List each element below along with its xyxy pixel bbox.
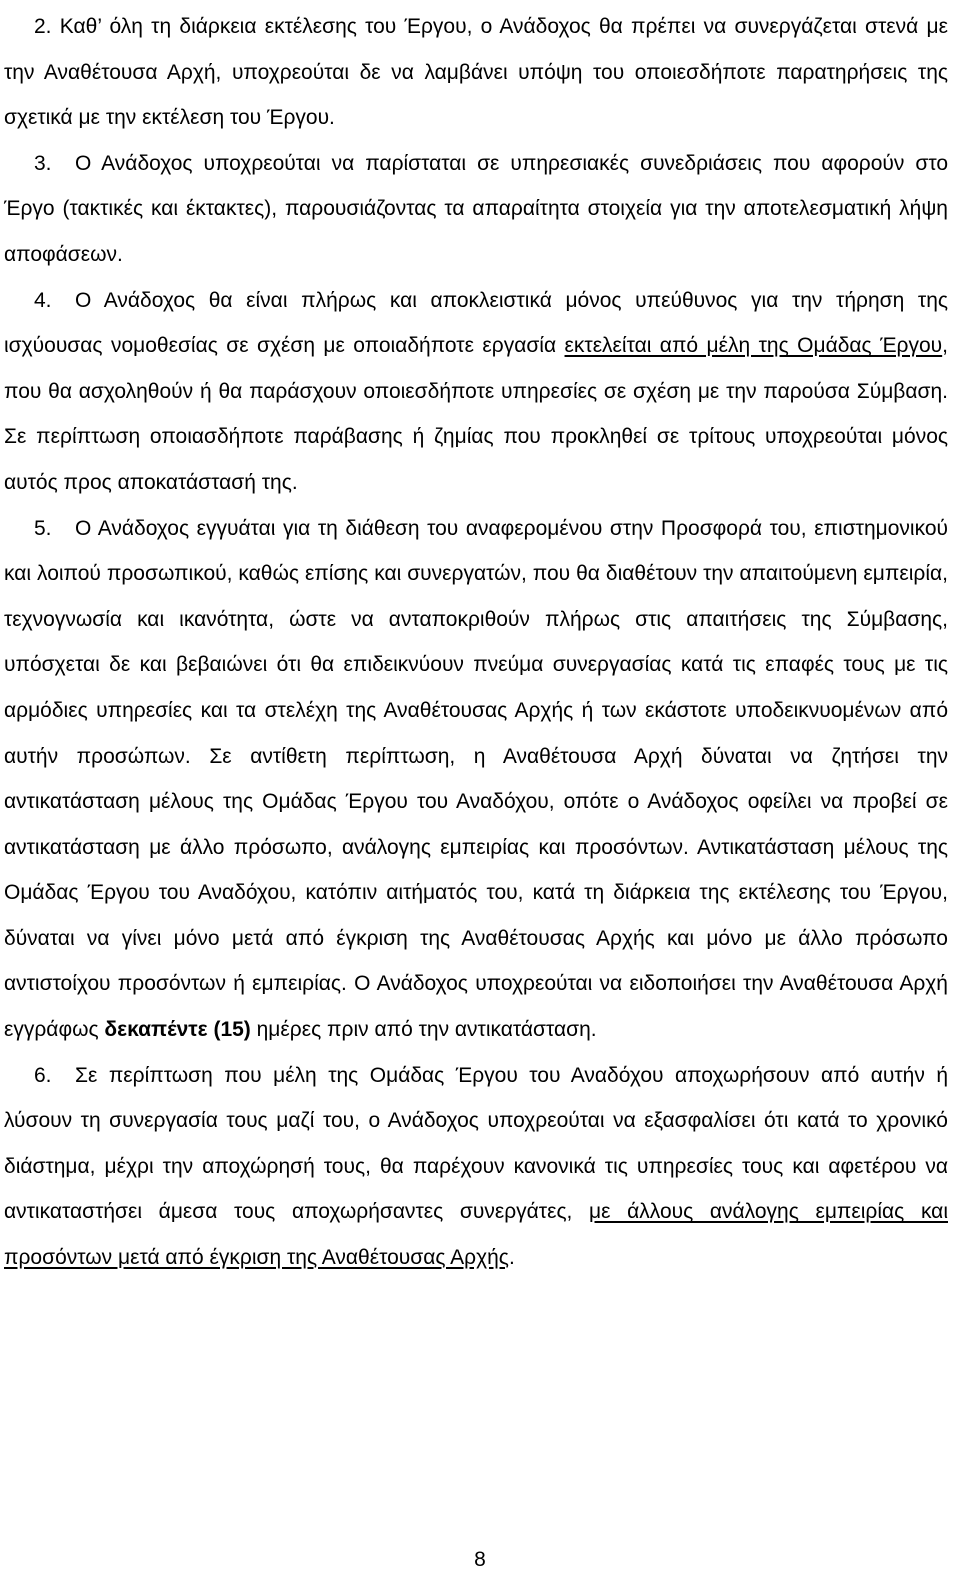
paragraph-3 [4, 141, 948, 278]
document-page [4, 0, 948, 1281]
paragraph-6-text-b: . [508, 1246, 515, 1270]
paragraph-5-text-b: ημέρες πριν από την αντικατάσταση. [250, 1018, 597, 1042]
paragraph-4-text-b: , που θα ασχοληθούν ή θα παράσχουν οποιεσδήποτε υπηρεσίες σε σχέση με την παρούσα Σύμβαση. Σε περίπτωση οποιασδήποτε παράβασης ή ζημίας που προκληθεί σε τρίτους υποχρεούται μόνος αυτός προς αποκατάστασή της. [4, 334, 949, 494]
paragraph-4-text-a: Ο Ανάδοχος θα είναι πλήρως και αποκλειστικά μόνος υπεύθυνος για την τήρηση της ισχύουσας νομοθεσίας σε σχέση με οποιαδήποτε εργασία [4, 288, 948, 358]
paragraph-4-underlined-text: εκτελείται από μέλη της Ομάδας Έργου [564, 334, 943, 358]
paragraph-5 [4, 506, 948, 1053]
paragraph-6-underlined-text: με άλλους ανάλογης εμπειρίας και προσόντων μετά από έγκριση της Αναθέτουσας Αρχής [4, 1200, 948, 1270]
paragraph-6-number: 6. [34, 1063, 52, 1087]
paragraph-5-bold-text: δεκαπέντε (15) [104, 1018, 251, 1042]
paragraph-2 [4, 0, 948, 141]
paragraph-2-number: 2. [34, 15, 52, 38]
paragraph-5-number: 5. [34, 516, 52, 540]
paragraph-4-number: 4. [34, 288, 52, 312]
paragraph-6 [4, 1053, 948, 1281]
paragraph-6-text-a: Σε περίπτωση που μέλη της Ομάδας Έργου του Αναδόχου αποχωρήσουν από αυτήν ή λύσουν τη συνεργασία τους μαζί του, ο Ανάδοχος υποχρεούται να εξασφαλίσει ότι κατά το χρονικό διάστημα, μέχρι την αποχώρησή τους, θα παρέχουν κανονικά τις υπηρεσίες τους και αφετέρου να αντικαταστήσει άμεσα τους αποχωρήσαντες συνεργάτες, [4, 1063, 948, 1224]
page-number: 8 [474, 1548, 486, 1571]
paragraph-2-text: Καθ’ όλη τη διάρκεια εκτέλεσης του Έργου, ο Ανάδοχος θα πρέπει να συνεργάζεται στενά με την Αναθέτουσα Αρχή, υποχρεούται δε να λαμβάνει υπόψη του οποιεσδήποτε παρατηρήσεις της σχετικά με την εκτέλεση του Έργου. [4, 15, 948, 130]
paragraph-3-text: Ο Ανάδοχος υποχρεούται να παρίσταται σε υπηρεσιακές συνεδριάσεις που αφορούν στο Έργο (τακτικές και έκτακτες), παρουσιάζοντας τα απαραίτητα στοιχεία για την αποτελεσματική λήψη αποφάσεων. [4, 151, 948, 266]
paragraph-4 [4, 278, 948, 506]
paragraph-3-number: 3. [34, 151, 52, 175]
paragraph-5-text-a: Ο Ανάδοχος εγγυάται για τη διάθεση του αναφερομένου στην Προσφορά του, επιστημονικού και λοιπού προσωπικού, καθώς επίσης και συνεργατών, που θα διαθέτουν την απαιτούμενη εμπειρία, τεχνογνωσία και ικανότητα, ώστε να ανταποκριθούν πλήρως στις απαιτήσεις της Σύμβασης, υπόσχεται δε και βεβαιώνει ότι θα επιδεικνύουν πνεύμα συνεργασίας κατά τις επαφές τους με τις αρμόδιες υπηρεσίες και τα στελέχη της Αναθέτουσας Αρχής ή των εκάστοτε υποδεικνυομένων από αυτήν προσώπων. Σε αντίθετη περίπτωση, η Αναθέτουσα Αρχή δύναται να ζητήσει την αντικατάσταση μέλους της Ομάδας Έργου του Αναδόχου, οπότε ο Ανάδοχος οφείλει να προβεί σε αντικατάσταση με άλλο πρόσωπο, ανάλογης εμπειρίας και προσόντων. Αντικατάσταση μέλους της Ομάδας Έργου του Αναδόχου, κατόπιν αιτήματός του, κατά τη διάρκεια της εκτέλεσης του Έργου, δύναται να γίνει μόνο μετά από έγκριση της Αναθέτουσας Αρχής και μόνο με άλλο πρόσωπο αντιστοίχου προσόντων ή εμπειρίας. Ο Ανάδοχος υποχρεούται να ειδοποιήσει την Αναθέτουσα Αρχή εγγράφως [4, 516, 948, 1042]
